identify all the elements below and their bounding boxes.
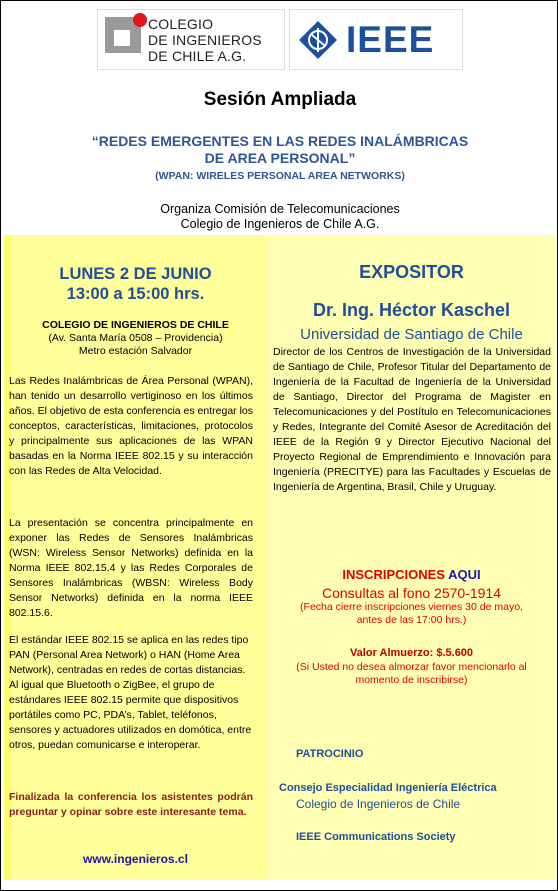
registration-deadline-line: (Fecha cierre inscripciones viernes 30 de mayo, <box>300 601 523 613</box>
sponsor-item: Consejo Especialidad Ingeniería Eléctrica <box>279 782 497 794</box>
venue-address: (Av. Santa María 0508 – Providencia) <box>48 332 223 344</box>
lunch-price: Valor Almuerzo: $.5.600 <box>349 647 474 659</box>
venue-metro: Metro estación Salvador <box>78 345 193 357</box>
registration-label: INSCRIPCIONES <box>342 567 445 582</box>
session-title: Sesión Ampliada <box>203 89 357 110</box>
ieee-diamond-icon <box>298 20 338 60</box>
description-paragraph: La presentación se concentra principalmente en exponer las Redes de Sensores Inalámbricas (WSN: Wireless Sensor Networks) definida en la Norma IEEE 802.15.4 y las Redes Corporales de Sensores Inalámbricas (WBSN: Wireless Body Sensor Networks) definida en la norma IEEE 802.15.6. <box>9 517 253 619</box>
sponsor-item: IEEE Communications Society <box>296 831 456 843</box>
registration-deadline-line: antes de las 17:00 hrs.) <box>356 614 467 626</box>
colegio-logo-line: COLEGIO <box>148 16 214 32</box>
colegio-logo-text <box>148 16 262 64</box>
colegio-logo-mark-icon <box>105 17 141 53</box>
lunch-note-line: momento de inscribirse) <box>355 674 468 686</box>
registration-link[interactable]: AQUI <box>448 567 481 582</box>
sponsor-item: Colegio de Ingenieros de Chile <box>296 797 461 811</box>
event-date-time <box>4 264 267 304</box>
event-details-column <box>4 235 267 880</box>
event-title-line: “REDES EMERGENTES EN LAS REDES INALÁMBRICAS <box>91 133 469 149</box>
organizer-line: Organiza Comisión de Telecomunicaciones <box>160 202 400 216</box>
speaker-column <box>267 235 556 880</box>
venue <box>4 319 267 358</box>
speaker-university: Universidad de Santiago de Chile <box>300 326 523 343</box>
speaker-bio: Director de los Centros de Investigación de la Universidad de Santiago de Chile, Profesor Titular del Departamento de Ingeniería de la Facultad de Ingeniería de la Universidad de Santiago, Director del Programa de Magister en Telecomunicaciones y del Postítulo en Telecomunicaciones y Redes, Integrante del Comité Asesor de Acreditación del IEEE de la Región 9 y Director Ejecutivo Nacional del Proyecto Regional de Emprendimiento e Innovación para Ingeniería (PRECITYE) para las Facultades y Escuelas de Ingeniería de Argentina, Brasil, Chile y Uruguay. <box>273 346 551 493</box>
speaker-name: Dr. Ing. Héctor Kaschel <box>312 300 511 320</box>
sponsorship-heading: PATROCINIO <box>296 748 364 760</box>
event-subtitle: (WPAN: WIRELES PERSONAL AREA NETWORKS) <box>155 170 405 182</box>
organizer-line: Colegio de Ingenieros de Chile A.G. <box>180 217 380 231</box>
venue-name: COLEGIO DE INGENIEROS DE CHILE <box>42 319 229 331</box>
ieee-logo <box>289 9 463 70</box>
ieee-logo-text: IEEE <box>346 19 435 60</box>
colegio-logo-line: DE CHILE A.G. <box>148 48 247 64</box>
event-date: LUNES 2 DE JUNIO <box>59 265 212 283</box>
event-title-line: DE AREA PERSONAL” <box>204 150 356 166</box>
colegio-logo <box>97 9 285 70</box>
website-link[interactable]: www.ingenieros.cl <box>83 852 188 866</box>
description-paragraph: Las Redes Inalámbricas de Área Personal (WPAN), han tenido un desarrollo vertiginoso en los últimos años. El objetivo de esta conferencia es entregar los conceptos, características, limitaciones, protocolos y principalmente sus aplicaciones de las WPAN basadas en la Norma IEEE 802.15 y su interacción con las Redes de Alta Velocidad. <box>9 375 253 477</box>
organizer <box>1 202 558 232</box>
description-paragraph: El estándar IEEE 802.15 se aplica en las redes tipo PAN (Personal Area Network) o HAN (Home Area Network), centradas en redes de cortas distancias. Al igual que Bluetooth o ZigBee, el grupo de estándares IEEE 802.15 permite que dispositivos portátiles como PC, PDA’s, Tablet, teléfonos, sensores y actuadores utilizados en domótica, entre otros, puedan comunicarse e interoperar. <box>9 634 252 751</box>
lunch-note <box>267 661 556 687</box>
registration-heading <box>267 567 556 582</box>
registration-deadline <box>267 601 556 627</box>
closing-paragraph: Finalizada la conferencia los asistentes podrán preguntar y opinar sobre este interesante tema. <box>9 791 253 818</box>
speaker-heading: EXPOSITOR <box>359 262 464 282</box>
colegio-logo-line: DE INGENIEROS <box>148 32 262 48</box>
event-time: 13:00 a 15:00 hrs. <box>66 285 205 303</box>
contact-phone: Consultas al fono 2570-1914 <box>321 585 502 601</box>
event-title <box>1 133 558 167</box>
lunch-note-line: (Si Usted no desea almorzar favor mencionarlo al <box>296 661 527 673</box>
